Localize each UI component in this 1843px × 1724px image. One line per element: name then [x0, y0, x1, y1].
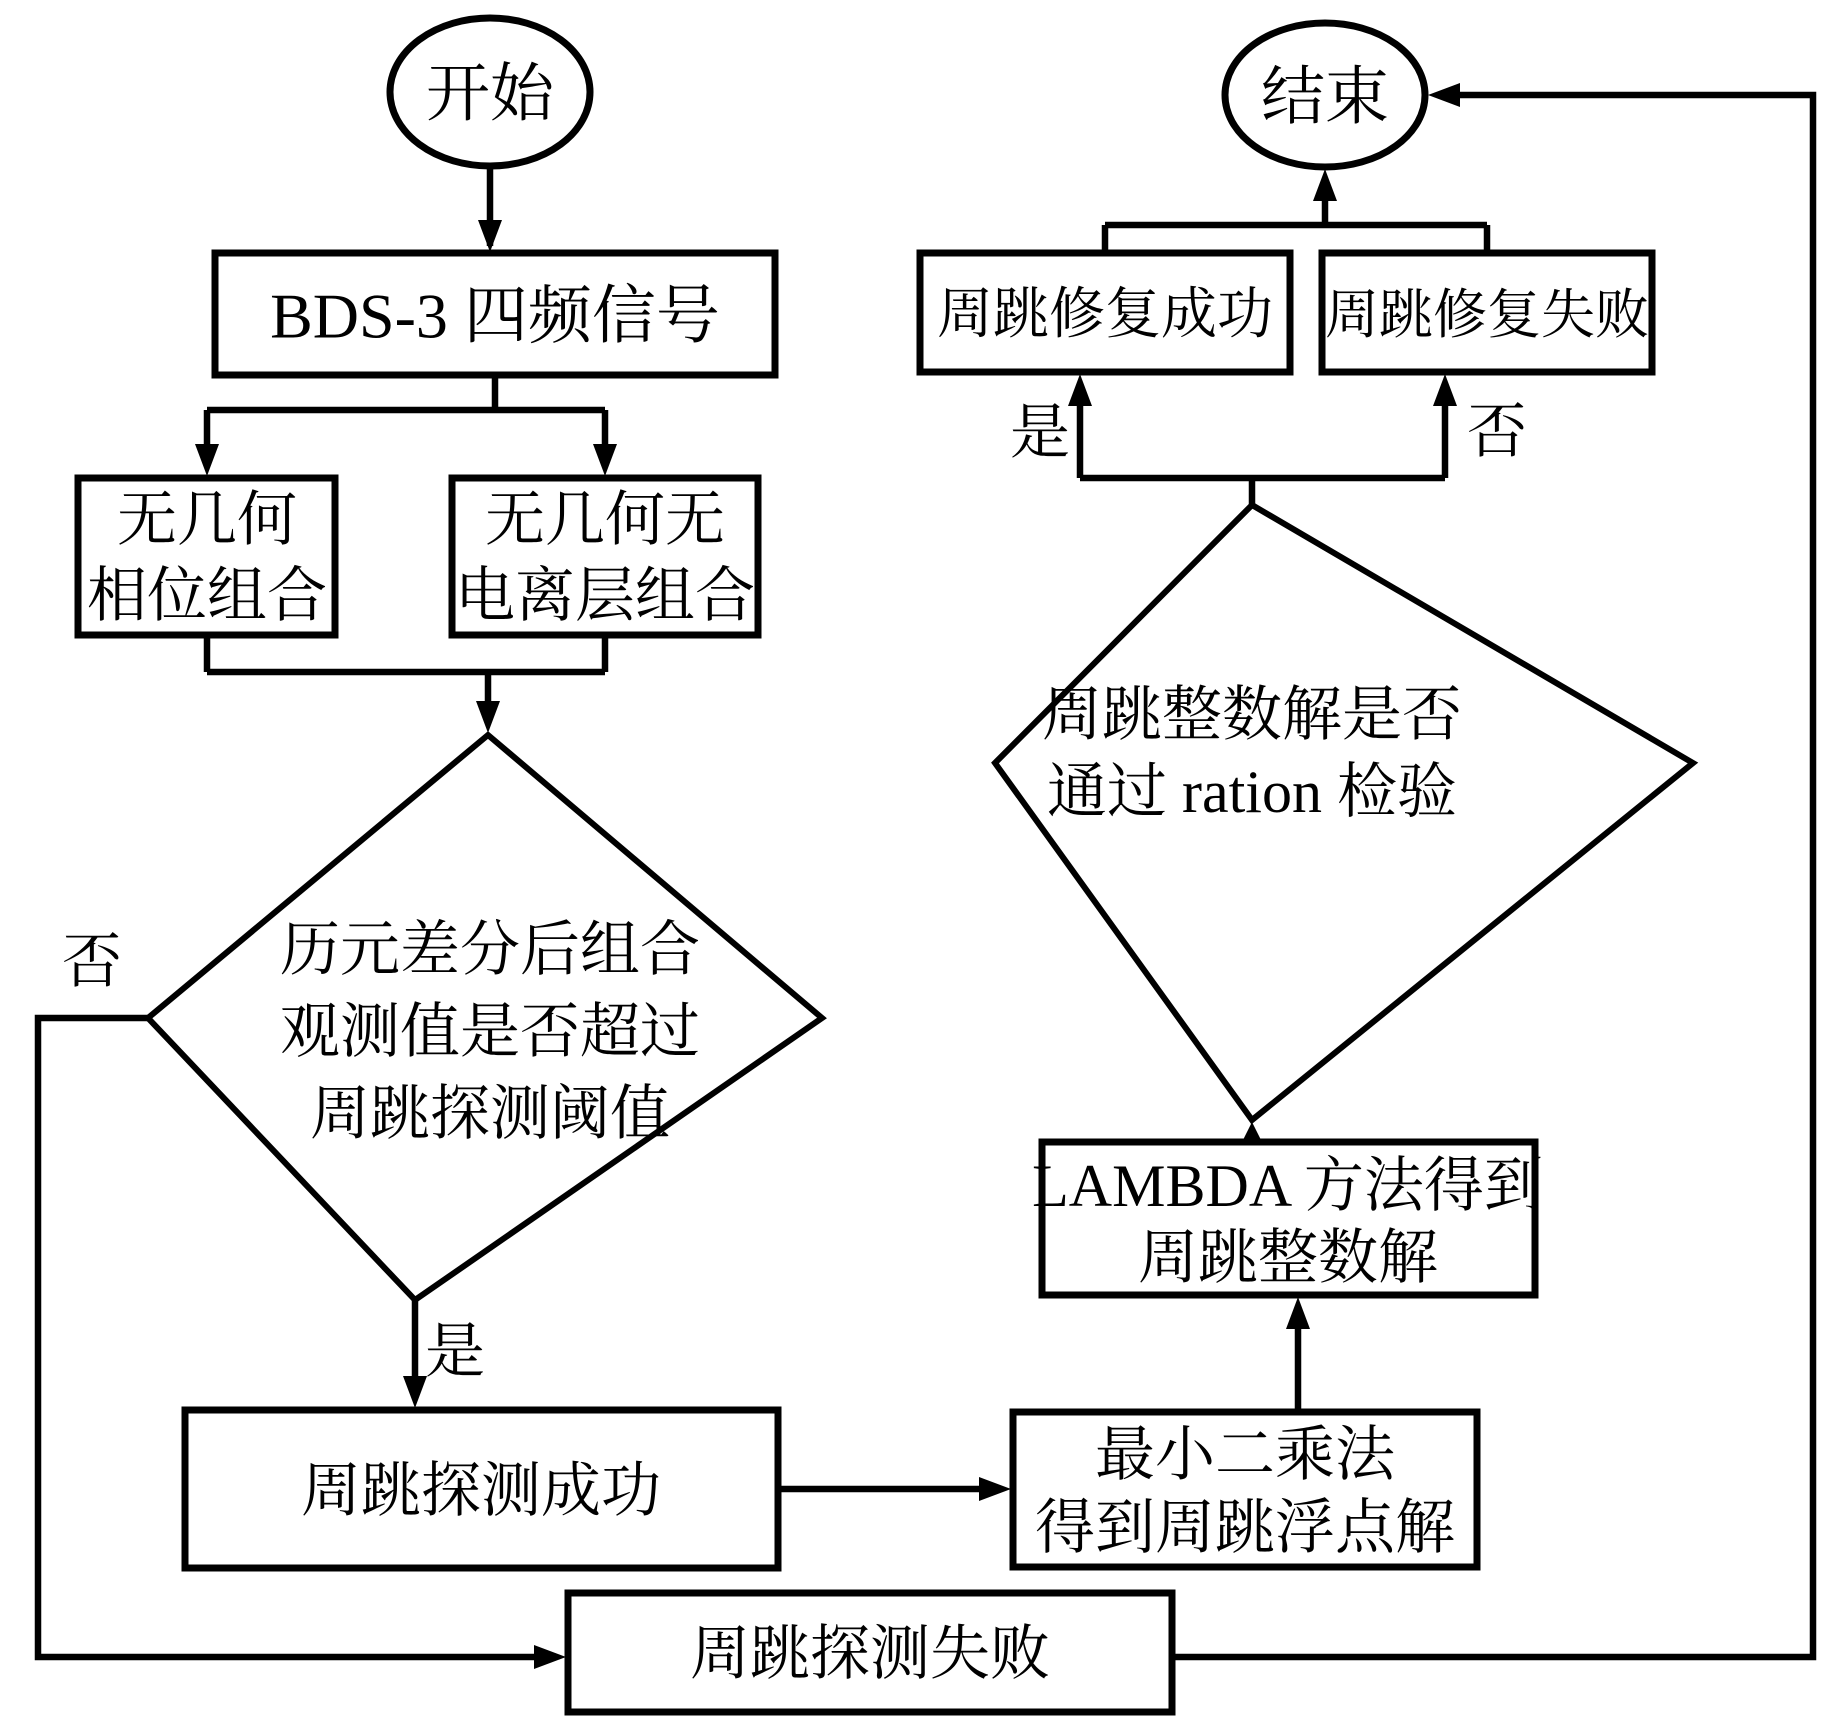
arrowhead-into-end-right [1428, 83, 1460, 107]
edge-combos-merge-to-detect [207, 635, 605, 703]
lambda-label-line1: LAMBDA 方法得到 [1032, 1153, 1544, 1219]
detect-decision-line2: 观测值是否超过 [280, 999, 700, 1065]
ratio-decision-line2: 通过 ration 检验 [1047, 759, 1457, 825]
arrowhead-into-lsq [979, 1477, 1011, 1501]
gf-phase-label-line1: 无几何 [117, 487, 297, 553]
arrowhead-into-bds3 [478, 220, 502, 252]
edge-bds3-split [207, 375, 605, 448]
edge-ratio-split [1080, 404, 1445, 505]
start-label: 开始 [426, 58, 554, 130]
repair-failure-label: 周跳修复失败 [1325, 285, 1649, 345]
ratio-no-label: 否 [1467, 399, 1527, 465]
arrowhead-into-gf-if [593, 444, 617, 476]
repair-success-label: 周跳修复成功 [937, 284, 1273, 346]
bds3-label: BDS-3 四频信号 [270, 280, 720, 352]
detect-failure-label: 周跳探测失败 [690, 1621, 1050, 1687]
detect-decision-line3: 周跳探测阈值 [310, 1081, 670, 1147]
gf-phase-label-line2: 相位组合 [87, 563, 327, 629]
arrowhead-into-repair-failure [1433, 374, 1457, 406]
detect-no-label: 否 [62, 929, 122, 995]
arrowhead-into-lambda [1286, 1297, 1310, 1329]
detect-success-label: 周跳探测成功 [301, 1458, 661, 1524]
arrowhead-into-end-bottom [1313, 169, 1337, 201]
gf-if-label-line2: 电离层组合 [455, 563, 755, 629]
end-label: 结束 [1261, 61, 1389, 133]
detect-decision-line1: 历元差分后组合 [280, 917, 700, 983]
arrowhead-into-detect-failure [534, 1645, 566, 1669]
arrowhead-into-repair-success [1068, 374, 1092, 406]
arrowhead-into-detect-diamond [476, 701, 500, 733]
ratio-yes-label: 是 [1010, 400, 1070, 466]
lsq-label-line2: 得到周跳浮点解 [1035, 1495, 1455, 1561]
detect-yes-label: 是 [425, 1319, 485, 1385]
gf-if-label-line1: 无几何无 [485, 487, 725, 553]
lambda-label-line2: 周跳整数解 [1138, 1225, 1438, 1291]
lsq-label-line1: 最小二乘法 [1095, 1422, 1395, 1488]
ratio-decision-line1: 周跳整数解是否 [1042, 682, 1462, 748]
arrowhead-into-gf-phase [195, 444, 219, 476]
arrowhead-into-detect-success [403, 1376, 427, 1408]
edge-repair-to-end-connector [1105, 199, 1487, 253]
